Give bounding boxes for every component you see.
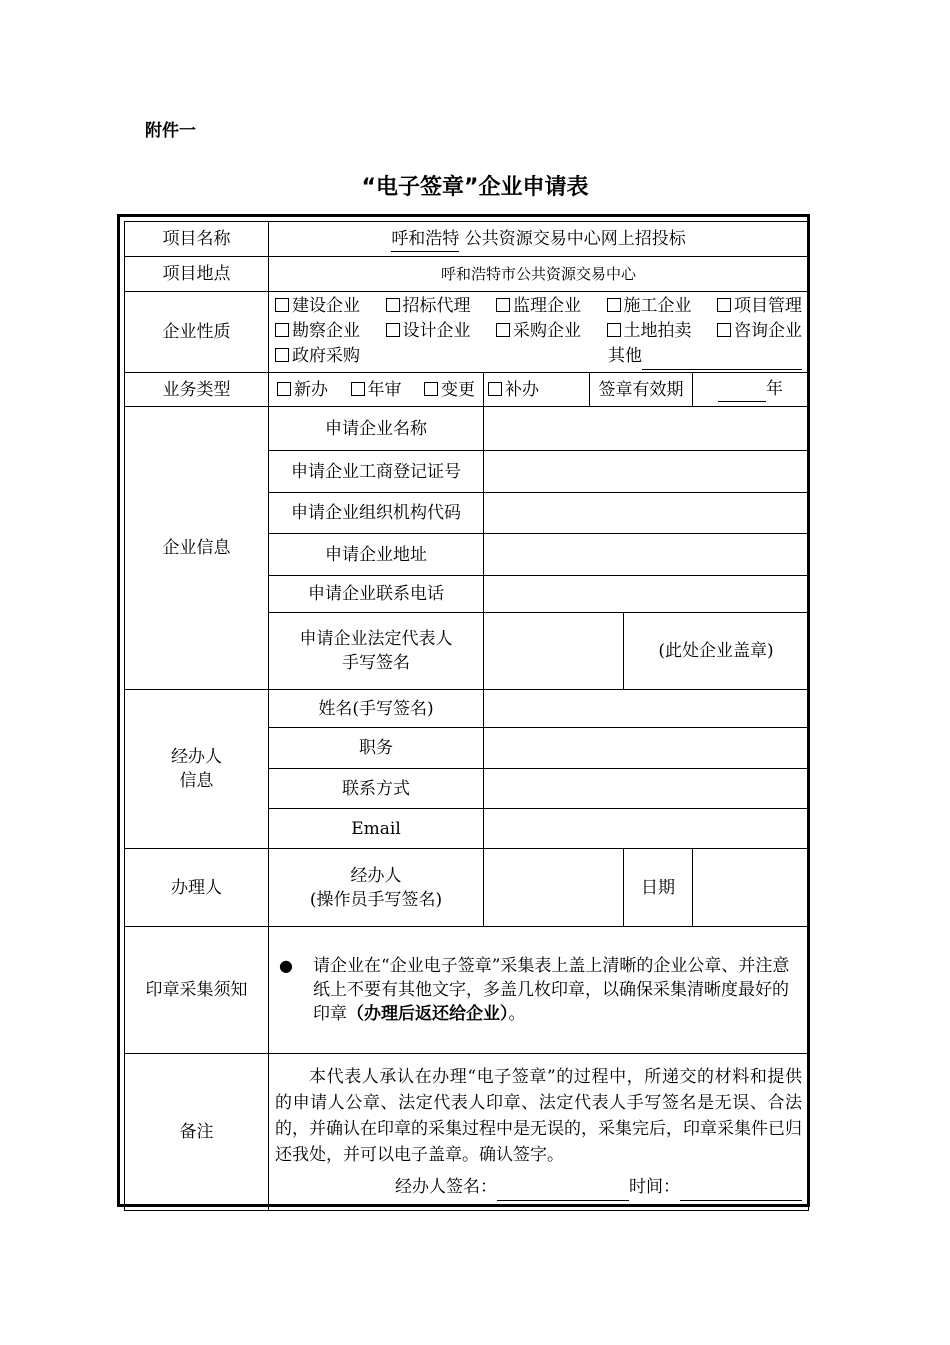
checkbox-icon[interactable] bbox=[717, 323, 731, 337]
checkbox-icon[interactable] bbox=[275, 323, 289, 337]
checkbox-icon[interactable] bbox=[351, 382, 365, 396]
company-seal-area: (此处企业盖章) bbox=[624, 613, 809, 690]
time-input[interactable] bbox=[680, 1174, 802, 1201]
handler-position-field[interactable] bbox=[484, 728, 809, 769]
option-procurement[interactable]: 采购企业 bbox=[496, 319, 581, 344]
business-type-row bbox=[125, 373, 809, 407]
project-name-value[interactable] bbox=[269, 222, 809, 257]
validity-value[interactable]: 年 bbox=[693, 373, 809, 407]
option-reissue[interactable]: 补办 bbox=[484, 373, 590, 407]
processor-row bbox=[125, 849, 809, 927]
project-name-row bbox=[125, 222, 809, 257]
seal-notice-row bbox=[125, 927, 809, 1054]
option-land-auction[interactable]: 土地拍卖 bbox=[607, 319, 692, 344]
option-government-procurement[interactable]: 政府采购 bbox=[275, 344, 360, 370]
checkbox-icon[interactable] bbox=[386, 298, 400, 312]
operator-signature-label: 经办人 (操作员手写签名) bbox=[269, 849, 484, 927]
enterprise-nature-label: 企业性质 bbox=[125, 292, 269, 373]
handler-info-label: 经办人 信息 bbox=[125, 690, 269, 849]
option-other[interactable]: 其他 bbox=[608, 344, 802, 370]
remarks-row bbox=[125, 1054, 809, 1211]
enterprise-info-row bbox=[125, 407, 809, 451]
enterprise-nature-row bbox=[125, 292, 809, 373]
handler-signature-input[interactable] bbox=[497, 1174, 629, 1201]
business-registration-label: 申请企业工商登记证号 bbox=[269, 451, 484, 493]
enterprise-name-field[interactable] bbox=[484, 407, 809, 451]
validity-years-input[interactable] bbox=[718, 377, 766, 402]
handler-contact-field[interactable] bbox=[484, 769, 809, 809]
project-name-city: 呼和浩特 bbox=[391, 227, 459, 252]
processor-date-label: 日期 bbox=[624, 849, 693, 927]
option-supervision[interactable]: 监理企业 bbox=[496, 294, 581, 319]
option-survey[interactable]: 勘察企业 bbox=[275, 319, 360, 344]
checkbox-icon[interactable] bbox=[496, 323, 510, 337]
enterprise-nature-options bbox=[269, 292, 809, 373]
remarks-signature-line: 经办人签名： 时间： bbox=[275, 1174, 802, 1201]
business-type-label: 业务类型 bbox=[125, 373, 269, 407]
other-input-line[interactable] bbox=[642, 344, 802, 370]
project-location-row bbox=[125, 257, 809, 292]
option-bidding-agent[interactable]: 招标代理 bbox=[386, 294, 471, 319]
checkbox-icon[interactable] bbox=[496, 298, 510, 312]
handler-info-row bbox=[125, 690, 809, 728]
option-design[interactable]: 设计企业 bbox=[386, 319, 471, 344]
option-construction[interactable]: 建设企业 bbox=[275, 294, 360, 319]
option-change[interactable]: 变更 bbox=[424, 378, 475, 402]
organization-code-field[interactable] bbox=[484, 493, 809, 534]
enterprise-phone-field[interactable] bbox=[484, 576, 809, 613]
project-name-rest: 公共资源交易中心网上招投标 bbox=[459, 228, 686, 249]
business-registration-field[interactable] bbox=[484, 451, 809, 493]
seal-notice-content bbox=[269, 927, 809, 1054]
checkbox-icon[interactable] bbox=[277, 382, 291, 396]
seal-notice-label: 印章采集须知 bbox=[125, 927, 269, 1054]
checkbox-icon[interactable] bbox=[275, 298, 289, 312]
enterprise-address-label: 申请企业地址 bbox=[269, 534, 484, 576]
option-construction-work[interactable]: 施工企业 bbox=[607, 294, 692, 319]
option-new[interactable]: 新办 bbox=[277, 378, 328, 402]
application-form-table bbox=[124, 221, 809, 1211]
checkbox-icon[interactable] bbox=[607, 298, 621, 312]
option-project-management[interactable]: 项目管理 bbox=[717, 294, 802, 319]
enterprise-info-label: 企业信息 bbox=[125, 407, 269, 690]
checkbox-icon[interactable] bbox=[275, 348, 289, 362]
processor-label: 办理人 bbox=[125, 849, 269, 927]
project-name-label: 项目名称 bbox=[125, 222, 269, 257]
remarks-label: 备注 bbox=[125, 1054, 269, 1211]
enterprise-address-field[interactable] bbox=[484, 534, 809, 576]
operator-signature-field[interactable] bbox=[484, 849, 624, 927]
business-type-options bbox=[269, 373, 484, 407]
remarks-content bbox=[269, 1054, 809, 1211]
handler-name-field[interactable] bbox=[484, 690, 809, 728]
enterprise-name-label: 申请企业名称 bbox=[269, 407, 484, 451]
handler-contact-label: 联系方式 bbox=[269, 769, 484, 809]
bullet-icon: ● bbox=[279, 956, 293, 975]
checkbox-icon[interactable] bbox=[717, 298, 731, 312]
checkbox-icon[interactable] bbox=[386, 323, 400, 337]
form-title: “电子签章”企业申请表 bbox=[361, 175, 589, 200]
handler-email-label: Email bbox=[269, 809, 484, 849]
remarks-text: 本代表人承认在办理“电子签章”的过程中，所递交的材料和提供的申请人公章、法定代表人印章、法定代表人手写签名是无误、合法的，并确认在印章的采集过程中是无误的，采集完后，印章采集件已归还我处，并可以电子盖章。确认签字。 bbox=[275, 1066, 803, 1165]
checkbox-icon[interactable] bbox=[607, 323, 621, 337]
validity-label: 签章有效期 bbox=[590, 373, 693, 407]
enterprise-phone-label: 申请企业联系电话 bbox=[269, 576, 484, 613]
project-location-label: 项目地点 bbox=[125, 257, 269, 292]
option-consulting[interactable]: 咨询企业 bbox=[717, 319, 802, 344]
legal-rep-label: 申请企业法定代表人 手写签名 bbox=[269, 613, 484, 690]
project-location-value[interactable]: 呼和浩特市公共资源交易中心 bbox=[269, 257, 809, 292]
annex-label: 附件一 bbox=[145, 121, 196, 141]
handler-name-label: 姓名(手写签名) bbox=[269, 690, 484, 728]
option-annual-review[interactable]: 年审 bbox=[351, 378, 402, 402]
checkbox-icon[interactable] bbox=[488, 382, 502, 396]
legal-rep-signature-field[interactable] bbox=[484, 613, 624, 690]
handler-email-field[interactable] bbox=[484, 809, 809, 849]
checkbox-icon[interactable] bbox=[424, 382, 438, 396]
handler-position-label: 职务 bbox=[269, 728, 484, 769]
organization-code-label: 申请企业组织机构代码 bbox=[269, 493, 484, 534]
seal-notice-text: 请企业在“企业电子签章”采集表上盖上清晰的企业公章、并注意纸上不要有其他文字，多盖几枚印章，以确保采集清晰度最好的印章（办理后返还给企业）。 bbox=[313, 956, 790, 1024]
processor-date-field[interactable] bbox=[693, 849, 809, 927]
